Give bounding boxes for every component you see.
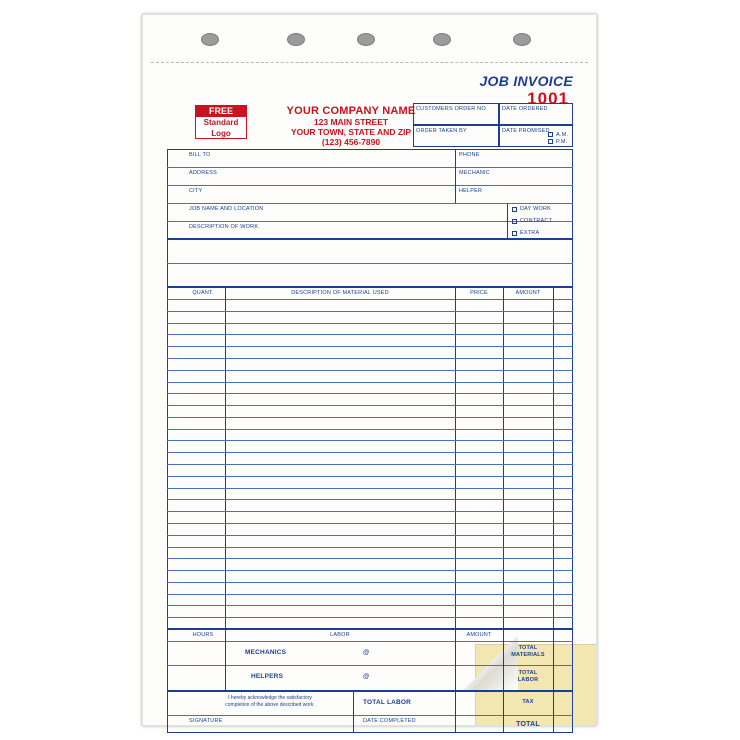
label-total: TOTAL xyxy=(516,721,540,728)
column-header-description: DESCRIPTION OF MATERIAL USED xyxy=(291,290,389,296)
table-row[interactable] xyxy=(167,617,573,618)
column-header-labor: LABOR xyxy=(330,632,350,638)
labor-col-labor-divider xyxy=(455,629,456,691)
punch-hole xyxy=(513,33,531,46)
table-row[interactable] xyxy=(167,499,573,500)
label-total-labor-line1: TOTAL xyxy=(518,670,538,676)
table-row[interactable] xyxy=(167,440,573,441)
bill-to-divider xyxy=(167,203,573,204)
table-row[interactable] xyxy=(167,311,573,312)
table-row[interactable] xyxy=(167,511,573,512)
label-job-name-and-location: JOB NAME AND LOCATION xyxy=(189,206,264,212)
column-header-quant: QUANT. xyxy=(192,290,214,296)
invoice-number: 1001 xyxy=(527,89,569,108)
checkbox-extra[interactable] xyxy=(512,231,517,236)
punch-hole-strip xyxy=(143,15,596,63)
acknowledgement-line-2: completion of the above described work. xyxy=(225,702,315,708)
column-header-labor-amount: AMOUNT xyxy=(466,632,492,638)
table-row[interactable] xyxy=(167,417,573,418)
label-pm: P.M. xyxy=(556,139,568,145)
table-row[interactable] xyxy=(167,370,573,371)
punch-hole xyxy=(433,33,451,46)
footer-total-divider xyxy=(455,691,456,733)
company-phone: (123) 456-7890 xyxy=(321,137,381,147)
labor-col-hours-divider xyxy=(225,629,226,691)
column-header-price: PRICE xyxy=(470,290,488,296)
company-city-state-zip: YOUR TOWN, STATE AND ZIP xyxy=(290,127,412,137)
table-row[interactable] xyxy=(167,605,573,606)
table-row[interactable] xyxy=(167,570,573,571)
table-row[interactable] xyxy=(167,429,573,430)
labor-rate-mechanics: @ xyxy=(363,649,370,656)
table-row[interactable] xyxy=(167,346,573,347)
labor-col-total-divider xyxy=(553,629,554,691)
field-date-promised[interactable] xyxy=(499,125,573,147)
material-col-quant-divider xyxy=(225,287,226,629)
footer-divider xyxy=(167,715,573,716)
table-row[interactable] xyxy=(167,393,573,394)
checkbox-contract[interactable] xyxy=(512,219,517,224)
checkbox-am[interactable] xyxy=(548,132,553,137)
label-total-labor-inline: TOTAL LABOR xyxy=(363,699,412,706)
label-description-of-work: DESCRIPTION OF WORK xyxy=(189,224,259,230)
footer-signature-divider xyxy=(353,715,354,733)
label-total-materials-line1: TOTAL xyxy=(518,645,538,651)
label-order-taken-by: ORDER TAKEN BY xyxy=(416,128,467,134)
punch-hole xyxy=(357,33,375,46)
acknowledgement-line-1: I hereby acknowledge the satisfactory xyxy=(228,695,312,701)
punch-hole xyxy=(287,33,305,46)
label-date-promised: DATE PROMISED xyxy=(502,128,550,134)
label-extra: EXTRA xyxy=(520,230,540,236)
table-row[interactable] xyxy=(167,382,573,383)
company-address: 123 MAIN STREET xyxy=(313,117,389,127)
field-order-taken-by[interactable] xyxy=(413,125,499,147)
bill-to-column-divider xyxy=(455,149,456,203)
labor-row-helpers: HELPERS xyxy=(251,673,284,680)
column-header-amount: AMOUNT xyxy=(515,290,541,296)
table-row[interactable] xyxy=(167,358,573,359)
label-am: A.M. xyxy=(556,132,569,138)
field-customers-order-no[interactable] xyxy=(413,103,499,125)
bill-to-divider xyxy=(167,167,573,168)
table-row[interactable] xyxy=(167,464,573,465)
punch-hole xyxy=(201,33,219,46)
label-date-ordered: DATE ORDERED xyxy=(502,106,548,112)
logo-placeholder xyxy=(195,105,247,139)
footer-amount-divider xyxy=(553,691,554,733)
footer-ack-divider xyxy=(353,691,354,715)
invoice-form-sheet xyxy=(142,14,597,726)
description-divider xyxy=(167,263,573,264)
checkbox-pm[interactable] xyxy=(548,139,553,144)
page-title: JOB INVOICE xyxy=(479,73,573,89)
table-row[interactable] xyxy=(167,535,573,536)
material-table xyxy=(167,287,573,629)
labor-rate-helpers: @ xyxy=(363,673,370,680)
perforation-line xyxy=(151,62,588,63)
field-date-ordered[interactable] xyxy=(499,103,573,125)
logo-logo-label: Logo xyxy=(211,129,231,138)
label-contract: CONTRACT xyxy=(520,218,553,224)
table-row[interactable] xyxy=(167,488,573,489)
label-customers-order-no: CUSTOMERS ORDER NO. xyxy=(416,106,488,112)
table-row[interactable] xyxy=(167,334,573,335)
logo-standard-label: Standard xyxy=(203,118,239,127)
label-date-completed: DATE COMPLETED xyxy=(363,718,416,724)
label-signature: SIGNATURE xyxy=(189,718,223,724)
label-total-labor-line2: LABOR xyxy=(517,677,539,683)
logo-free-label: FREE xyxy=(196,106,246,117)
label-tax: TAX xyxy=(522,699,534,705)
label-mechanic: MECHANIC xyxy=(459,170,490,176)
table-row[interactable] xyxy=(167,523,573,524)
table-row[interactable] xyxy=(167,547,573,548)
label-helper: HELPER xyxy=(459,188,483,194)
table-row[interactable] xyxy=(167,594,573,595)
table-row[interactable] xyxy=(167,582,573,583)
labor-header-divider xyxy=(167,641,573,642)
company-name: YOUR COMPANY NAME xyxy=(286,105,416,117)
table-row[interactable] xyxy=(167,323,573,324)
material-header-divider xyxy=(167,299,573,300)
label-phone: PHONE xyxy=(459,152,480,158)
label-address: ADDRESS xyxy=(189,170,217,176)
material-col-desc-divider xyxy=(455,287,456,629)
labor-row-divider xyxy=(167,665,573,666)
table-row[interactable] xyxy=(167,476,573,477)
table-row[interactable] xyxy=(167,558,573,559)
checkbox-day-work[interactable] xyxy=(512,207,517,212)
material-col-price-divider xyxy=(503,287,504,629)
column-header-hours: HOURS xyxy=(192,632,214,638)
label-day-work: DAY WORK xyxy=(520,206,552,212)
table-row[interactable] xyxy=(167,452,573,453)
invoice-form xyxy=(167,73,573,728)
material-col-amount-divider xyxy=(553,287,554,629)
label-bill-to: BILL TO xyxy=(189,152,211,158)
labor-row-mechanics: MECHANICS xyxy=(245,649,287,656)
label-city: CITY xyxy=(189,188,203,194)
bill-to-divider xyxy=(167,185,573,186)
table-row[interactable] xyxy=(167,405,573,406)
work-type-column-divider xyxy=(507,203,508,239)
label-total-materials-line2: MATERIALS xyxy=(511,652,545,658)
